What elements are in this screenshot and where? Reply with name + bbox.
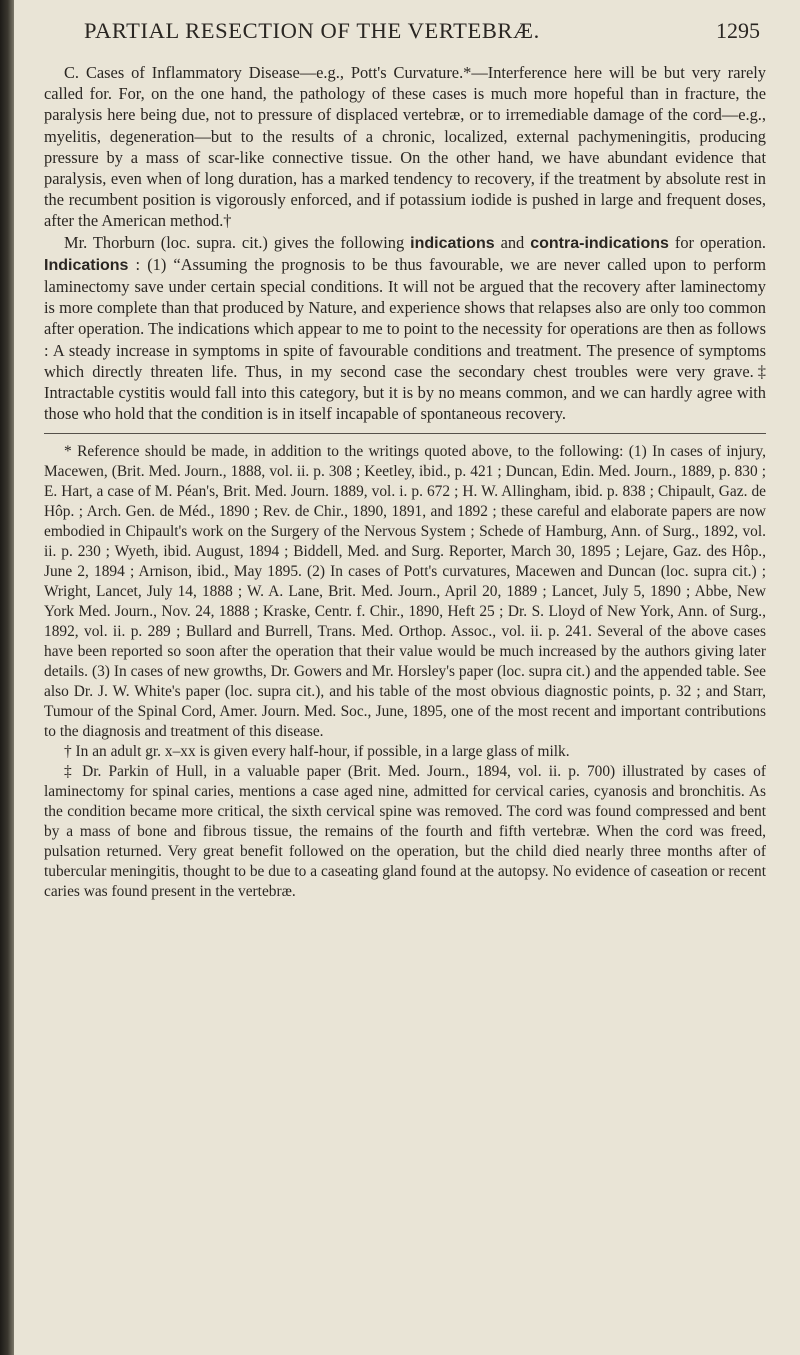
footnote-double-dagger: ‡ Dr. Parkin of Hull, in a valuable paper (Brit. Med. Journ., 1894, vol. ii. p. 700) illustrated by cases of laminectomy for spinal caries, mentions a case aged nine, admitted for cervical caries, cyanosis and bronchitis. As the condition became more critical, the sixth cervical spine was removed. The cord was found compressed and bent by a mass of bone and fibrous tissue, the remains of the fourth and fifth vertebræ. When the cord was freed, pulsation returned. Very great benefit followed on the operation, but the child died nearly three months after of tubercular meningitis, thought to be due to a caseating gland found at the autopsy. No evidence of caseation or recent caries was found present in the vertebræ. [44, 763, 766, 901]
indications-for-operation: for operation. [668, 232, 766, 252]
footnote-divider [44, 433, 766, 434]
paragraph-indications [44, 232, 766, 425]
paragraph-pott-curvature: C. Cases of Inflammatory Disease—e.g., Pott's Curvature.*—Interference here will be but very rarely called for. For, on the one hand, the pathology of these cases is much more hopeful than in fracture, the paralysis here being due, not to pressure of displaced vertebræ, or to irremediable damage of the cord—e.g., myelitis, degeneration—but to the results of a chronic, localized, external pachymeningitis, producing pressure by a mass of scar-like connective tissue. On the other hand, we have abundant evidence that paralysis, even when of long duration, has a marked tendency to recovery, if the treatment by absolute rest in the recumbent position is vigorously enforced, and if potassium iodide is pushed in large and frequent doses, after the American method.† [44, 63, 766, 231]
indications-label: Indications [44, 256, 129, 274]
footnotes [44, 442, 766, 902]
book-page [44, 0, 766, 902]
footnote-star: * Reference should be made, in addition to the writings quoted above, to the following: (1) In cases of injury, Macewen, (Brit. Med. Journ., 1888, vol. ii. p. 308 ; Keetley, ibid., p. 421 ; Duncan, Edin. Med. Journ., 1889, p. 830 ; E. Hart, a case of M. Péan's, Brit. Med. Journ. 1889, vol. i. p. 672 ; H. W. Allingham, ibid. p. 838 ; Chipault, Gaz. de Hôp. ; Arch. Gen. de Méd., 1890 ; Rev. de Chir., 1890, 1891, and 1892 ; these careful and elaborate papers are now embodied in Chipault's work on the Surgery of the Nervous System ; Schede of Hamburg, Ann. of Surg., 1892, vol. ii. p. 230 ; Wyeth, ibid. August, 1894 ; Biddell, Med. and Surg. Reporter, March 30, 1895 ; Lejare, Gaz. des Hôp., June 2, 1894 ; Arnison, ibid., May 1895. (2) In cases of Pott's curvatures, Macewen and Duncan (loc. supra cit.) ; Wright, Lancet, July 14, 1888 ; W. A. Lane, Brit. Med. Journ., April 20, 1889 ; Lancet, July 5, 1890 ; Abbe, New York Med. Journ., Nov. 24, 1888 ; Kraske, Centr. f. Chir., 1890, Heft 25 ; Dr. S. Lloyd of New York, Ann. of Surg., 1892, vol. ii. p. 289 ; Bullard and Burrell, Trans. Med. Orthop. Assoc., vol. ii. p. 241. Several of the above cases have been reported so soon after the operation that their value would be much increased by the authors giving later details. (3) In cases of new growths, Dr. Gowers and Mr. Horsley's paper (loc. supra cit.) and the appended table. See also Dr. J. W. White's paper (loc. supra cit.), and his table of the most obvious diagnostic points, p. 32 ; and Starr, Tumour of the Spinal Cord, Amer. Journ. Med. Soc., June, 1895, one of the most recent and important contributions to the diagnosis and treatment of this disease. [44, 443, 766, 741]
footnote-dagger: † In an adult gr. x–xx is given every half-hour, if possible, in a large glass of milk. [64, 743, 570, 761]
book-binding-edge [0, 0, 14, 1355]
indications-and: and [494, 232, 531, 252]
page-number: 1295 [716, 18, 760, 43]
indications-heading: indications [410, 234, 495, 252]
running-title: PARTIAL RESECTION OF THE VERTEBRÆ. [84, 18, 540, 43]
indications-quote: : (1) “Assuming the prognosis to be thus favourable, we are never called upon to perform laminectomy save under certain special conditions. It will not be argued that the recovery after laminectomy is more complete than that produced by Nature, and experience shows that relapses also are only too common after operation. The indications which appear to me to point to the necessity for operations are then as follows : A steady increase in symptoms in spite of favourable conditions and treatment. The presence of symptoms which directly threaten life. Thus, in my second case the secondary chest troubles were very grave.‡ Intractable cystitis would fall into this category, but it is by no means common, and we can hardly agree with those who hold that the condition is in itself incapable of spontaneous recovery. [44, 254, 766, 424]
indications-intro: Mr. Thorburn (loc. supra. cit.) gives the following [64, 232, 411, 252]
main-text [44, 62, 766, 424]
running-header [44, 10, 766, 62]
contra-indications-heading: contra-indications [530, 234, 669, 252]
